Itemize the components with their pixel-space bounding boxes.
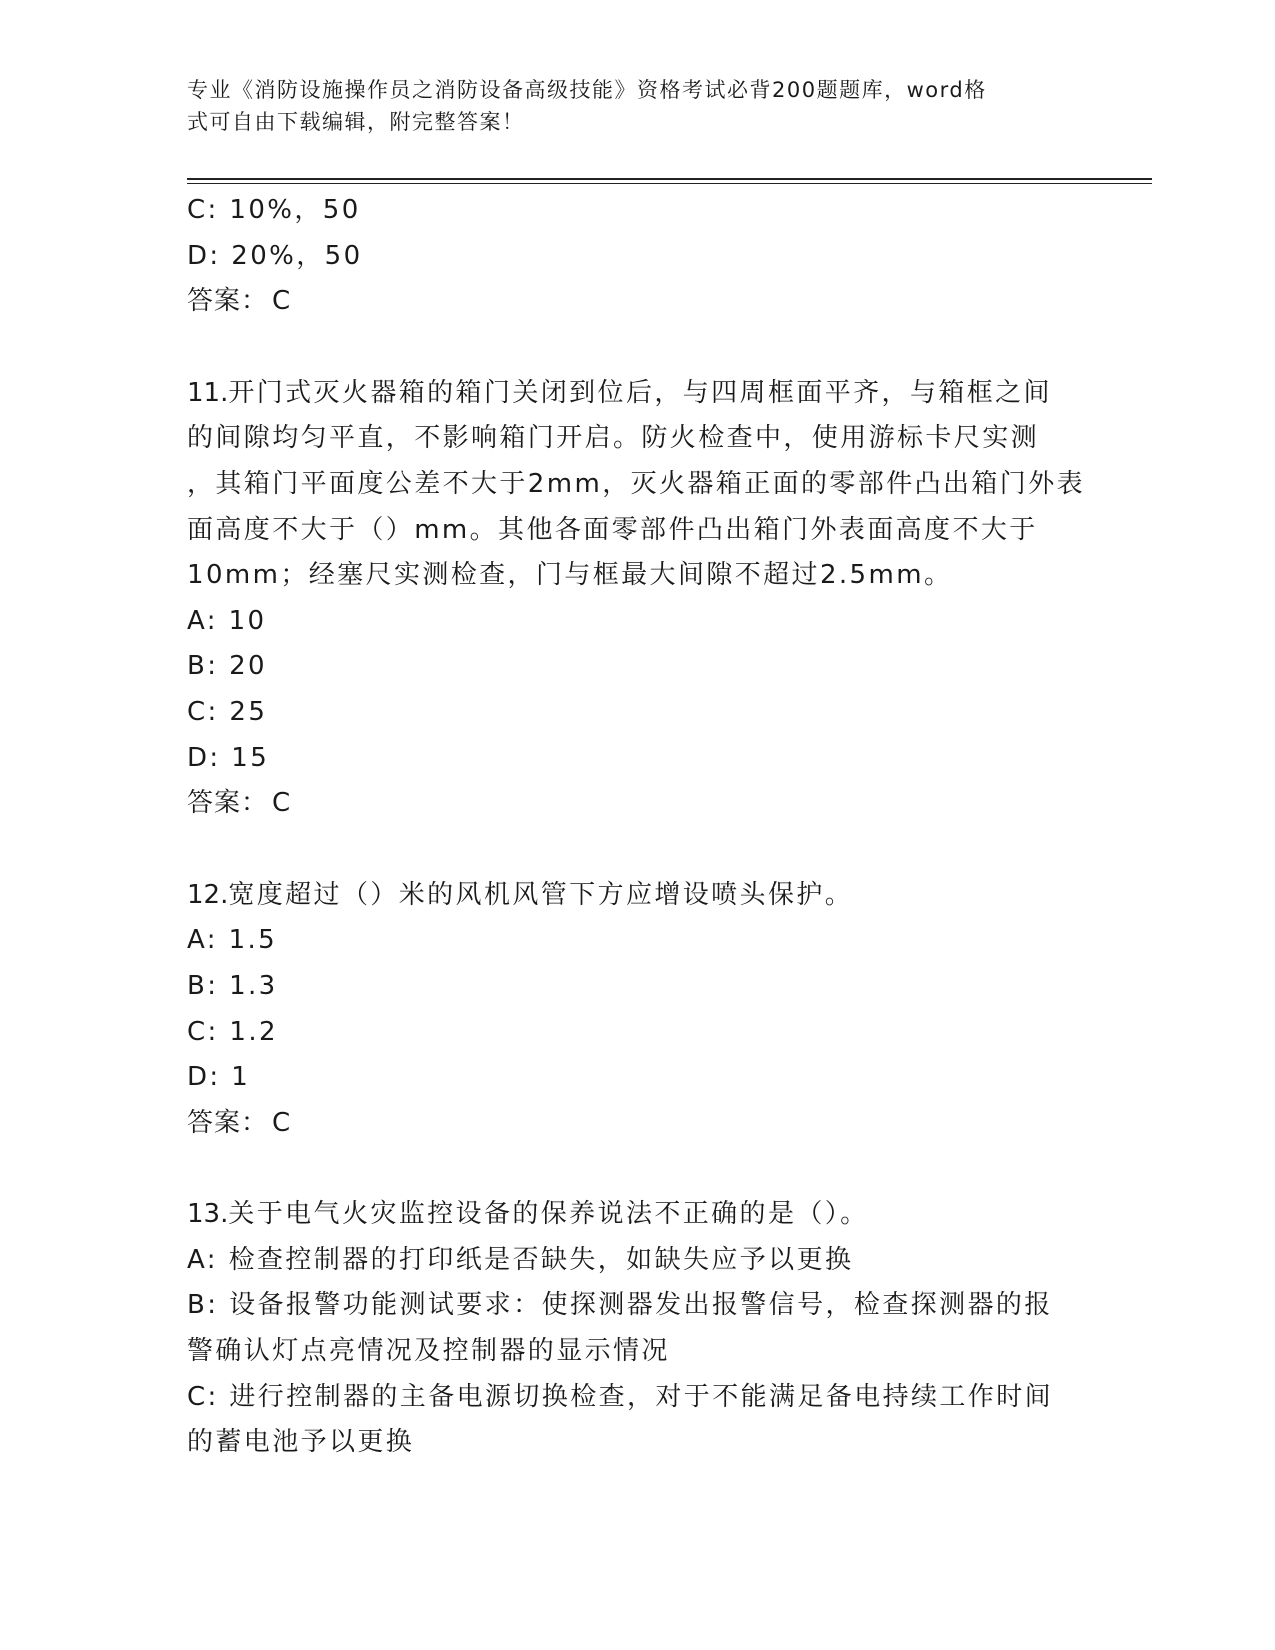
option-label: D: xyxy=(187,240,221,271)
option-text: 1.5 xyxy=(228,925,278,956)
answer-label: 答案： xyxy=(187,1107,269,1138)
option-label: B: xyxy=(187,1290,219,1321)
option-label: A: xyxy=(187,605,218,636)
option-label: C: xyxy=(187,1016,219,1047)
question-11-line-5: 10mm；经塞尺实测检查，门与框最大间隙不超过2.5mm。 xyxy=(187,560,953,591)
question-12-line-1 xyxy=(187,873,1087,919)
question-content xyxy=(187,188,1087,1466)
question-text: 宽度超过（）米的风机风管下方应增设喷头保护。 xyxy=(228,879,854,910)
option-d xyxy=(187,234,1087,280)
option-label: B: xyxy=(187,651,219,682)
option-text: 10%，50 xyxy=(229,195,361,225)
option-text: 1.2 xyxy=(229,1016,278,1047)
option-label: D: xyxy=(187,1062,221,1093)
question-number: 13. xyxy=(187,1199,229,1230)
option-text: 20%，50 xyxy=(231,240,363,271)
question-number: 12. xyxy=(187,879,229,910)
option-text: 15 xyxy=(231,742,270,773)
answer-value: C xyxy=(272,1107,293,1138)
option-a xyxy=(187,918,1087,964)
question-11-line-1 xyxy=(187,371,1087,417)
option-label: C: xyxy=(187,696,219,727)
option-text: 进行控制器的主备电源切换检查，对于不能满足备电持续工作时间 xyxy=(229,1381,1053,1412)
answer-label: 答案： xyxy=(187,286,269,317)
option-d xyxy=(187,1055,1087,1101)
option-b xyxy=(187,964,1087,1010)
answer-label: 答案： xyxy=(187,788,269,819)
question-text: 关于电气火灾监控设备的保养说法不正确的是（）。 xyxy=(228,1199,869,1230)
option-c xyxy=(187,1375,1087,1421)
answer-value: C xyxy=(272,788,293,819)
option-d xyxy=(187,736,1087,782)
option-c xyxy=(187,188,1087,234)
question-13-line-1 xyxy=(187,1192,1087,1238)
option-label: B: xyxy=(187,970,219,1001)
answer-line xyxy=(187,1101,1087,1147)
option-b xyxy=(187,1283,1087,1329)
option-text: 1.3 xyxy=(229,970,278,1001)
header-line-1: 专业《消防设施操作员之消防设备高级技能》资格考试必背200题题库，word格 xyxy=(187,78,987,102)
header-divider xyxy=(187,178,1152,180)
option-label: C: xyxy=(187,195,219,225)
answer-line xyxy=(187,781,1087,827)
option-text: 10 xyxy=(228,605,267,636)
header-divider-thin xyxy=(187,183,1152,184)
question-number: 11. xyxy=(187,377,229,408)
option-label: A: xyxy=(187,1244,218,1275)
option-label: A: xyxy=(187,925,218,956)
question-11-line-3: ，其箱门平面度公差不大于2mm，灭火器箱正面的零部件凸出箱门外表 xyxy=(187,468,1085,499)
option-a xyxy=(187,1238,1087,1284)
option-b-continued: 警确认灯点亮情况及控制器的显示情况 xyxy=(187,1336,670,1367)
option-label: D: xyxy=(187,742,221,773)
option-b xyxy=(187,644,1087,690)
option-c xyxy=(187,690,1087,736)
option-label: C: xyxy=(187,1381,219,1412)
option-c xyxy=(187,1010,1087,1056)
option-text: 25 xyxy=(229,696,268,727)
option-text: 20 xyxy=(229,651,267,682)
question-text: 开门式灭火器箱的箱门关闭到位后，与四周框面平齐，与箱框之间 xyxy=(228,377,1052,408)
option-text: 检查控制器的打印纸是否缺失，如缺失应予以更换 xyxy=(228,1244,854,1275)
document-header xyxy=(187,74,1067,138)
question-11-line-2: 的间隙均匀平直，不影响箱门开启。防火检查中，使用游标卡尺实测 xyxy=(187,423,1040,454)
header-line-2: 式可自由下载编辑，附完整答案！ xyxy=(187,110,525,134)
option-a xyxy=(187,599,1087,645)
question-11-line-4: 面高度不大于（）mm。其他各面零部件凸出箱门外表面高度不大于 xyxy=(187,514,1038,545)
option-text: 1 xyxy=(231,1062,251,1093)
answer-line xyxy=(187,279,1087,325)
option-text: 设备报警功能测试要求：使探测器发出报警信号，检查探测器的报 xyxy=(229,1290,1053,1321)
option-c-continued: 的蓄电池予以更换 xyxy=(187,1427,415,1458)
answer-value: C xyxy=(272,286,293,317)
